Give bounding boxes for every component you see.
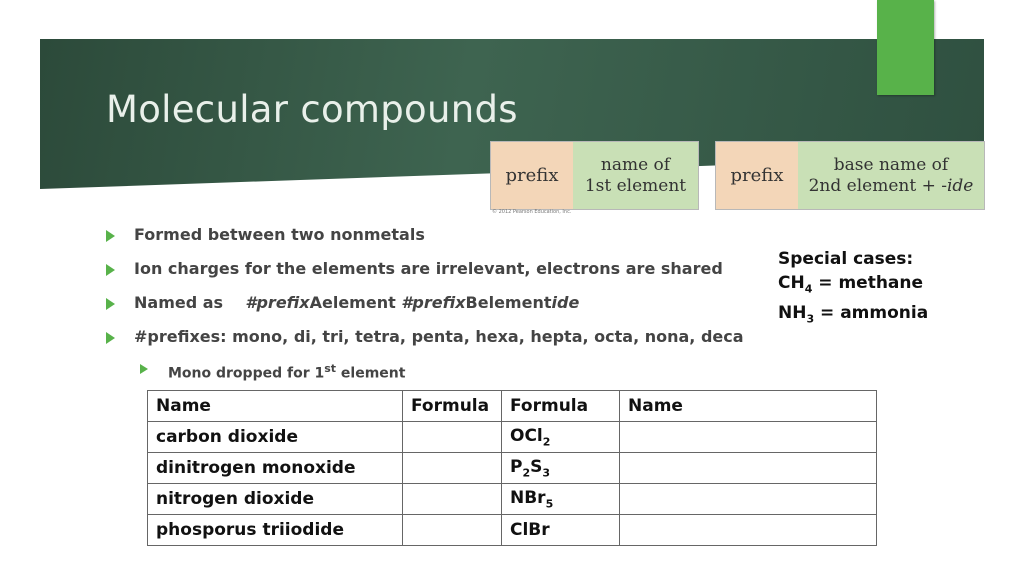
special-case-methane: $CH_4$ = methane [778, 273, 924, 296]
prefix-second-element-diagram [715, 141, 985, 210]
table-row [148, 484, 877, 515]
bullet-text: #prefixes: mono, di, tri, tetra, penta, hexa, hepta, octa, nona, deca [134, 327, 744, 346]
first-element-box [573, 142, 698, 209]
name-answer-cell[interactable] [620, 453, 877, 484]
first-element-line2: 1st element [584, 175, 687, 196]
prefix-box: prefix [716, 142, 798, 209]
header-cell: Name [148, 391, 403, 422]
bullet-arrow-icon [140, 364, 148, 374]
table-header-row [148, 391, 877, 422]
table-row [148, 453, 877, 484]
bullet-text: Mono dropped for 1 [168, 365, 325, 382]
formula-cell: OCl$_2$ [502, 422, 620, 453]
bullet-list [106, 222, 744, 384]
name-cell: phosporus triiodide [148, 515, 403, 546]
naming-table [147, 390, 877, 546]
header-cell: Name [620, 391, 877, 422]
bullet-item [106, 222, 744, 256]
bullet-arrow-icon [106, 264, 115, 276]
element-term: Aelement [309, 293, 402, 312]
name-cell: dinitrogen monoxide [148, 453, 403, 484]
formula-answer-cell[interactable] [403, 484, 502, 515]
special-cases [778, 247, 928, 332]
name-answer-cell[interactable] [620, 484, 877, 515]
formula-answer-cell[interactable] [403, 515, 502, 546]
prefix-term: #prefix [245, 293, 310, 312]
accent-tab [877, 0, 934, 95]
bullet-text: element [336, 365, 406, 382]
formula-answer-cell[interactable] [403, 453, 502, 484]
sub-bullet-item [140, 358, 744, 384]
bullet-text: Ion charges for the elements are irrelevant, electrons are shared [134, 259, 723, 278]
superscript: st [324, 362, 337, 375]
name-answer-cell[interactable] [620, 515, 877, 546]
formula-cell: NBr$_5$ [502, 484, 620, 515]
prefix-box: prefix [491, 142, 573, 209]
copyright-note: © 2012 Pearson Education, Inc. [492, 209, 572, 215]
second-element-box [798, 142, 984, 209]
first-element-line1: name of [600, 154, 671, 175]
special-heading: Special cases: [778, 249, 914, 269]
page-title: Molecular compounds [106, 88, 518, 131]
table-row [148, 422, 877, 453]
formula-cell: $P_2S_3$ [502, 453, 620, 484]
formula-answer-cell[interactable] [403, 422, 502, 453]
header-cell: Formula [403, 391, 502, 422]
ide-suffix: ide [551, 293, 580, 312]
header-cell: Formula [502, 391, 620, 422]
prefix-term: #prefix [401, 293, 466, 312]
bullet-item [106, 290, 744, 324]
bullet-text: Formed between two nonmetals [134, 225, 425, 244]
bullet-item [106, 324, 744, 358]
special-case-ammonia: $NH_3$ = ammonia [778, 303, 929, 326]
bullet-arrow-icon [106, 298, 115, 310]
bullet-arrow-icon [106, 230, 115, 242]
ide-suffix: ide [946, 175, 974, 196]
table-row [148, 515, 877, 546]
bullet-arrow-icon [106, 332, 115, 344]
second-element-line2: 2nd element + - [808, 175, 947, 196]
prefix-first-element-diagram [490, 141, 699, 210]
name-answer-cell[interactable] [620, 422, 877, 453]
element-term: Belement [465, 293, 552, 312]
second-element-line1: base name of [833, 154, 949, 175]
bullet-item [106, 256, 744, 290]
name-cell: nitrogen dioxide [148, 484, 403, 515]
formula-cell: ClBr [502, 515, 620, 546]
name-cell: carbon dioxide [148, 422, 403, 453]
bullet-text: Named as [134, 293, 224, 312]
